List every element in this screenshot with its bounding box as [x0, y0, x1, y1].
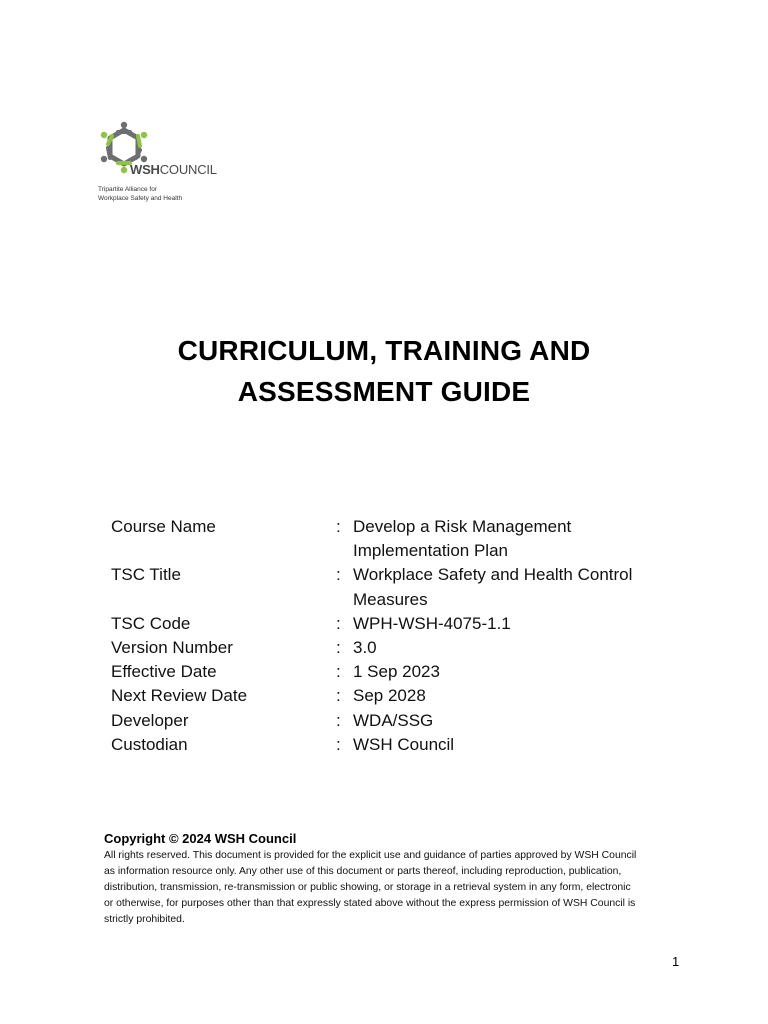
meta-separator: : [336, 710, 341, 730]
logo-wordmark-bold: WSH [130, 162, 160, 177]
meta-value: WSH Council [353, 734, 455, 754]
copyright-line: as information resource only. Any other use of this document or parts thereof, including reproduction, publication, [104, 866, 622, 877]
meta-label: TSC Title [111, 565, 181, 585]
meta-row-developer [111, 709, 691, 733]
meta-value: WPH-WSH-4075-1.1 [353, 613, 511, 633]
meta-label: Version Number [111, 638, 233, 658]
logo-tagline-line1: Tripartite Alliance for [98, 186, 158, 193]
document-title [0, 330, 768, 412]
meta-value: 1 Sep 2023 [353, 662, 440, 682]
meta-value: 3.0 [353, 638, 377, 658]
meta-row-effective-date [111, 660, 691, 684]
meta-row-custodian [111, 733, 691, 757]
meta-value: Workplace Safety and Health Control Measures [353, 565, 633, 609]
copyright-notice [104, 830, 684, 928]
meta-separator: : [336, 662, 341, 682]
copyright-line: All rights reserved. This document is provided for the explicit use and guidance of parties approved by WSH Council [104, 850, 637, 861]
wsh-council-logo [96, 120, 256, 210]
meta-separator: : [336, 686, 341, 706]
meta-label: Custodian [111, 734, 188, 754]
meta-separator: : [336, 517, 341, 536]
meta-value: Develop a Risk Management Implementation Plan [353, 517, 572, 561]
document-title-line1: CURRICULUM, TRAINING AND [177, 335, 591, 366]
document-title-line2: ASSESSMENT GUIDE [237, 376, 531, 407]
logo-wordmark-regular: COUNCIL [159, 162, 217, 177]
meta-value: Sep 2028 [353, 686, 426, 706]
meta-label: TSC Code [111, 613, 191, 633]
meta-row-version-number [111, 636, 691, 660]
copyright-title: Copyright © 2024 WSH Council [104, 831, 297, 846]
meta-row-tsc-title [111, 563, 691, 611]
meta-label: Next Review Date [111, 686, 248, 706]
page-number: 1 [672, 954, 680, 969]
logo-wordmark [130, 162, 217, 177]
copyright-line: distribution, transmission, re-transmission or public showing, or storage in a retrieval system in any form, electronic [104, 882, 631, 893]
copyright-body [104, 848, 684, 928]
meta-separator: : [336, 638, 341, 658]
meta-label: Developer [111, 710, 189, 730]
meta-separator: : [336, 565, 341, 585]
meta-label: Course Name [111, 517, 216, 536]
logo-tagline-line2: Workplace Safety and Health [98, 194, 183, 202]
meta-row-course-name [111, 515, 691, 563]
copyright-line: or otherwise, for purposes other than that expressly stated above without the express permission of WSH Council is [104, 898, 636, 909]
logo-tagline [98, 186, 182, 203]
meta-value: WDA/SSG [353, 710, 434, 730]
course-meta-table [111, 515, 691, 757]
meta-separator: : [336, 613, 341, 633]
copyright-line: strictly prohibited. [104, 914, 185, 925]
meta-row-tsc-code [111, 612, 691, 636]
meta-row-next-review-date [111, 684, 691, 708]
meta-separator: : [336, 734, 341, 754]
meta-label: Effective Date [111, 662, 217, 682]
